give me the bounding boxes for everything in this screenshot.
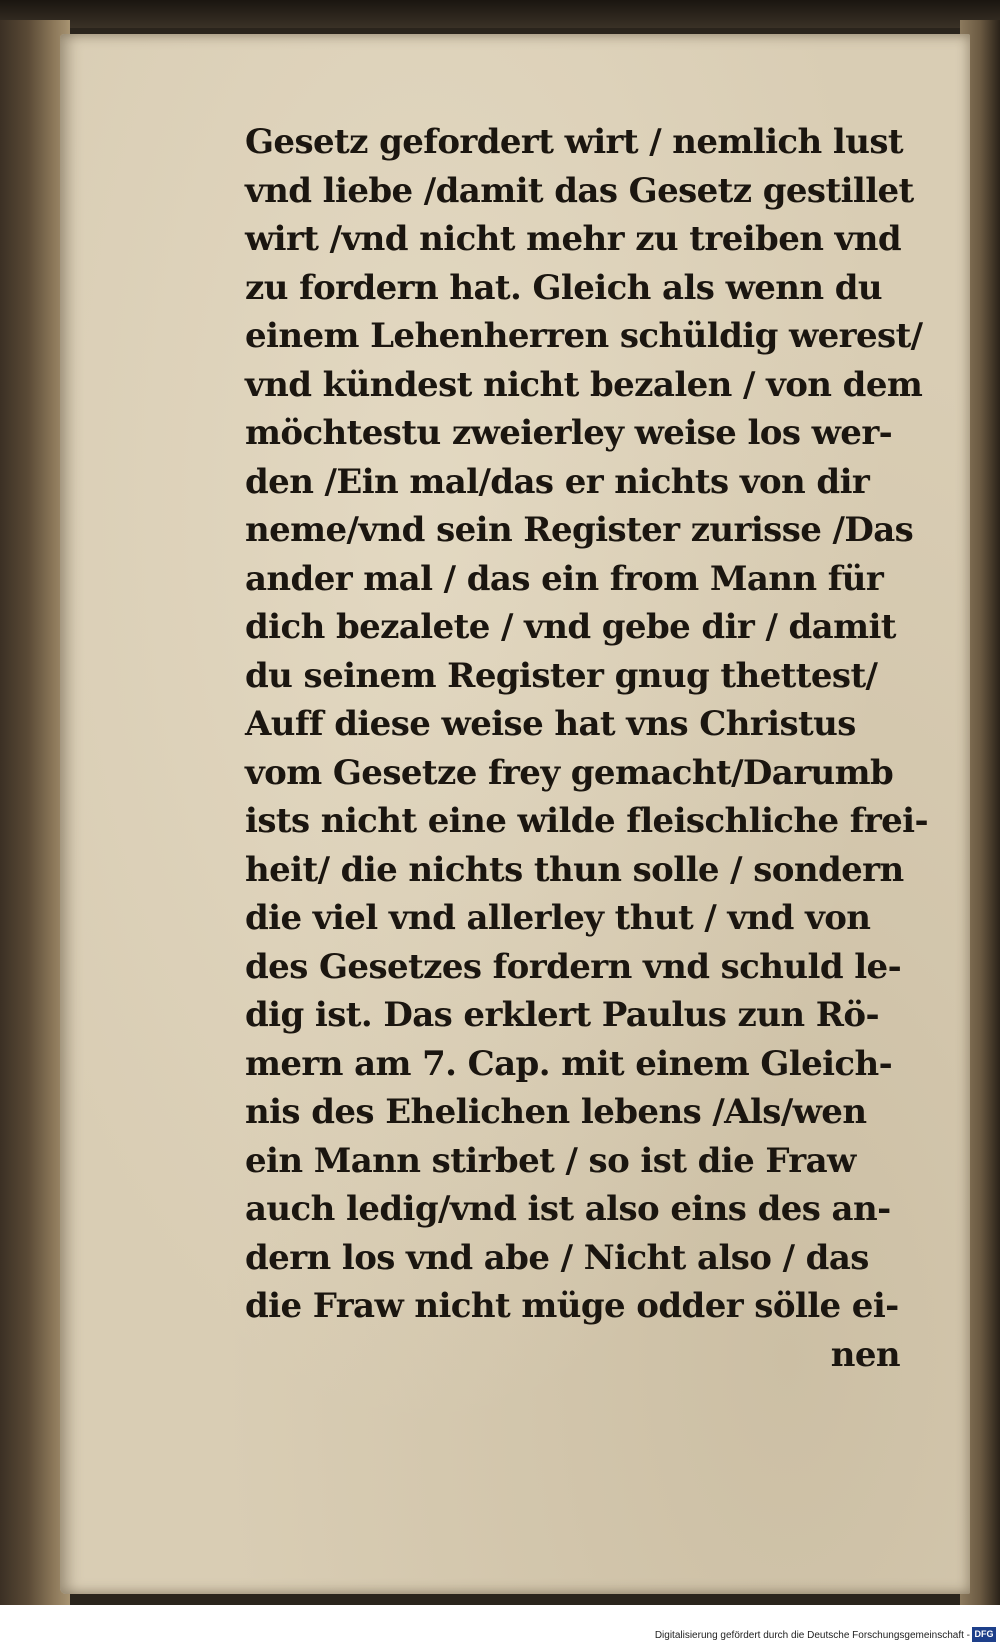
text-line: zu fordern hat. Gleich als wenn du <box>245 267 883 308</box>
text-line: heit/ die nichts thun solle / sondern <box>245 849 904 890</box>
text-line: dern los vnd abe / Nicht also / das <box>245 1237 869 1278</box>
text-line: ander mal / das ein from Mann für <box>245 558 884 599</box>
scan-top-border <box>0 0 1000 28</box>
text-line: Auff diese weise hat vns Christus <box>245 704 856 744</box>
dfg-logo: DFG <box>972 1627 996 1642</box>
text-line: die Fraw nicht müge odder sölle ei- <box>245 1286 899 1326</box>
text-line: möchtestu zweierley weise los wer- <box>245 413 893 453</box>
text-line: ein Mann stirbet / so ist die Fraw <box>245 1140 856 1181</box>
text-line: den /Ein mal/das er nichts von dir <box>245 461 870 502</box>
text-line: einem Lehenherren schüldig werest/ <box>245 316 923 356</box>
text-line: des Gesetzes fordern vnd schuld le- <box>245 946 902 987</box>
text-line: neme/vnd sein Register zurisse /Das <box>245 510 914 550</box>
digitization-credit: Digitalisierung gefördert durch die Deutsche Forschungsgemeinschaft - <box>654 1630 970 1641</box>
text-line: die viel vnd allerley thut / vnd von <box>245 898 871 938</box>
text-line: vnd kündest nicht bezalen / von dem <box>245 364 923 405</box>
text-line: vom Gesetze frey gemacht/Darumb <box>245 752 894 793</box>
text-line: nis des Ehelichen lebens /Als/wen <box>245 1092 867 1132</box>
text-line: wirt /vnd nicht mehr zu treiben vnd <box>245 219 902 259</box>
text-line: dig ist. Das erklert Paulus zun Rö- <box>245 995 879 1035</box>
footer-bar <box>0 1605 1000 1652</box>
catchword: nen <box>830 1334 900 1375</box>
text-line: Gesetz gefordert wirt / nemlich lust <box>245 122 903 162</box>
page-text <box>245 118 945 1379</box>
text-line: mern am 7. Cap. mit einem Gleich- <box>245 1043 893 1084</box>
text-line: ists nicht eine wilde fleischliche frei- <box>245 801 928 841</box>
text-line: du seinem Register gnug thettest/ <box>245 655 878 696</box>
text-line: vnd liebe /damit das Gesetz gestillet <box>245 170 914 211</box>
text-line: dich bezalete / vnd gebe dir / damit <box>245 607 896 647</box>
text-line: auch ledig/vnd ist also eins des an- <box>245 1189 891 1229</box>
